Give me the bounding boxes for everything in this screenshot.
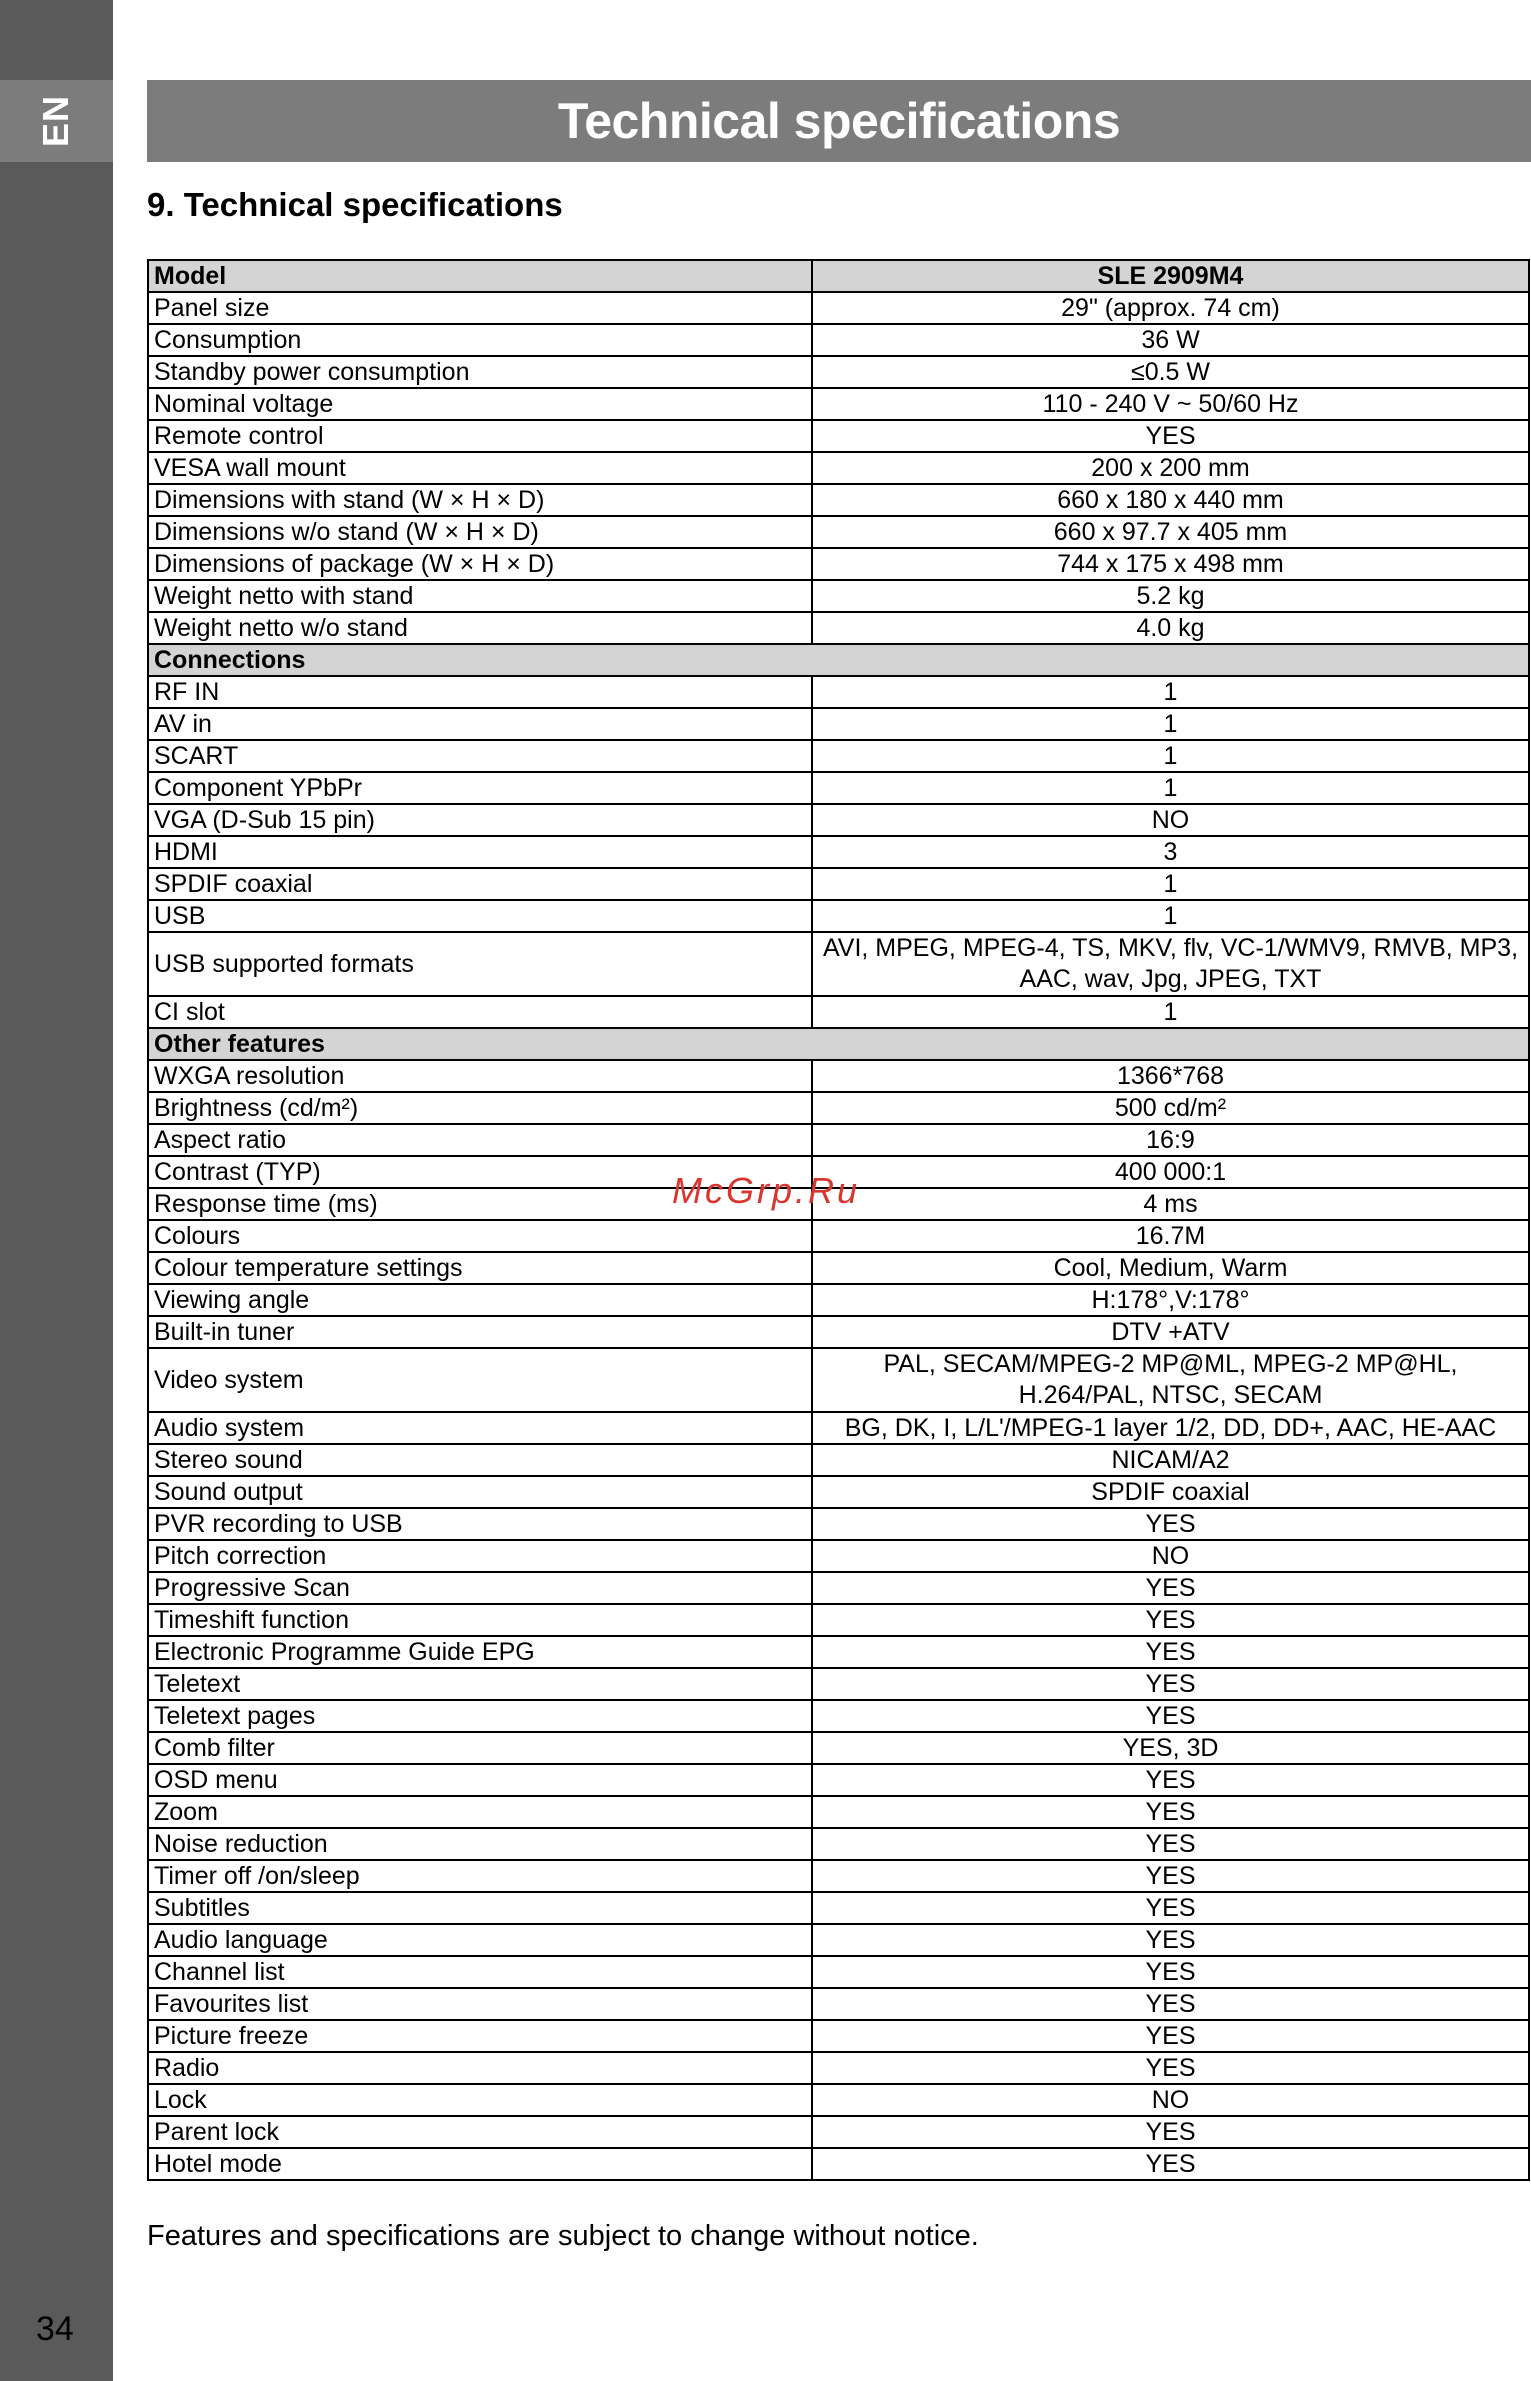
spec-label: Weight netto w/o stand (148, 612, 812, 644)
table-row (148, 868, 1529, 900)
table-row (148, 612, 1529, 644)
spec-label: Stereo sound (148, 1444, 812, 1476)
spec-value: YES (812, 1636, 1529, 1668)
table-row (148, 324, 1529, 356)
spec-value: YES (812, 1508, 1529, 1540)
spec-value: 16:9 (812, 1124, 1529, 1156)
spec-label: Nominal voltage (148, 388, 812, 420)
spec-label: AV in (148, 708, 812, 740)
spec-value: SPDIF coaxial (812, 1476, 1529, 1508)
spec-label: Component YPbPr (148, 772, 812, 804)
table-row (148, 452, 1529, 484)
table-row (148, 900, 1529, 932)
spec-value: YES (812, 1764, 1529, 1796)
table-row (148, 932, 1529, 996)
spec-value: YES (812, 1668, 1529, 1700)
spec-value: 660 x 180 x 440 mm (812, 484, 1529, 516)
table-row (148, 580, 1529, 612)
spec-label: Audio system (148, 1412, 812, 1444)
spec-label: Video system (148, 1348, 812, 1412)
spec-value: 660 x 97.7 x 405 mm (812, 516, 1529, 548)
table-row (148, 836, 1529, 868)
table-row (148, 1348, 1529, 1412)
spec-label: WXGA resolution (148, 1060, 812, 1092)
table-row (148, 516, 1529, 548)
header-bar (147, 80, 1531, 162)
spec-value: 1 (812, 900, 1529, 932)
table-row (148, 1956, 1529, 1988)
spec-value: NO (812, 2084, 1529, 2116)
spec-label: Response time (ms) (148, 1188, 812, 1220)
spec-value: AVI, MPEG, MPEG-4, TS, MKV, flv, VC-1/WMV9, RMVB, MP3, AAC, wav, Jpg, JPEG, TXT (812, 932, 1529, 996)
table-row (148, 1604, 1529, 1636)
spec-label: CI slot (148, 996, 812, 1028)
table-row (148, 1732, 1529, 1764)
table-header-row (148, 260, 1529, 292)
spec-value: NICAM/A2 (812, 1444, 1529, 1476)
page-number: 34 (36, 2310, 74, 2348)
spec-value: NO (812, 804, 1529, 836)
spec-label: Dimensions with stand (W × H × D) (148, 484, 812, 516)
spec-value: Cool, Medium, Warm (812, 1252, 1529, 1284)
spec-value: 4 ms (812, 1188, 1529, 1220)
section-row-other-features (148, 1028, 1529, 1060)
spec-value: YES (812, 1924, 1529, 1956)
table-row (148, 1860, 1529, 1892)
spec-label: Pitch correction (148, 1540, 812, 1572)
spec-label: Subtitles (148, 1892, 812, 1924)
spec-value: 1 (812, 772, 1529, 804)
spec-label: VGA (D-Sub 15 pin) (148, 804, 812, 836)
spec-label: Built-in tuner (148, 1316, 812, 1348)
spec-label: Progressive Scan (148, 1572, 812, 1604)
table-row (148, 2148, 1529, 2180)
spec-label: RF IN (148, 676, 812, 708)
table-row (148, 388, 1529, 420)
spec-value: 1 (812, 676, 1529, 708)
table-row (148, 356, 1529, 388)
spec-value: 4.0 kg (812, 612, 1529, 644)
language-tab (0, 80, 113, 162)
spec-label: Teletext pages (148, 1700, 812, 1732)
spec-value: H:178°,V:178° (812, 1284, 1529, 1316)
table-row (148, 1060, 1529, 1092)
spec-value: 400 000:1 (812, 1156, 1529, 1188)
spec-label: Aspect ratio (148, 1124, 812, 1156)
table-row (148, 1636, 1529, 1668)
table-row (148, 1892, 1529, 1924)
spec-value: YES (812, 420, 1529, 452)
spec-label: Model (148, 260, 812, 292)
spec-value: 29" (approx. 74 cm) (812, 292, 1529, 324)
spec-value: YES (812, 2116, 1529, 2148)
spec-label: Electronic Programme Guide EPG (148, 1636, 812, 1668)
spec-label: USB (148, 900, 812, 932)
spec-label: PVR recording to USB (148, 1508, 812, 1540)
spec-value: YES (812, 1988, 1529, 2020)
table-row (148, 2020, 1529, 2052)
table-row (148, 1412, 1529, 1444)
table-row (148, 1252, 1529, 1284)
table-row (148, 1700, 1529, 1732)
spec-label: Zoom (148, 1796, 812, 1828)
table-row (148, 1828, 1529, 1860)
spec-value: YES (812, 1860, 1529, 1892)
spec-label: HDMI (148, 836, 812, 868)
spec-value: 1 (812, 708, 1529, 740)
spec-value: YES (812, 2020, 1529, 2052)
spec-label: Contrast (TYP) (148, 1156, 812, 1188)
spec-value: ≤0.5 W (812, 356, 1529, 388)
spec-label: Dimensions of package (W × H × D) (148, 548, 812, 580)
spec-label: USB supported formats (148, 932, 812, 996)
spec-value: 16.7M (812, 1220, 1529, 1252)
table-row (148, 1796, 1529, 1828)
spec-label: Comb filter (148, 1732, 812, 1764)
spec-label: Colour temperature settings (148, 1252, 812, 1284)
table-row (148, 1316, 1529, 1348)
footer-note: Features and specifications are subject to change without notice. (147, 2220, 979, 2252)
section-title: 9. Technical specifications (147, 186, 563, 223)
spec-value: NO (812, 1540, 1529, 1572)
table-row (148, 1284, 1529, 1316)
table-row (148, 1988, 1529, 2020)
language-label: EN (35, 94, 77, 148)
spec-label: Weight netto with stand (148, 580, 812, 612)
spec-value: SLE 2909M4 (812, 260, 1529, 292)
table-row (148, 1508, 1529, 1540)
spec-label: Parent lock (148, 2116, 812, 2148)
spec-value: YES (812, 1796, 1529, 1828)
table-row (148, 420, 1529, 452)
spec-value: 1 (812, 740, 1529, 772)
spec-label: Radio (148, 2052, 812, 2084)
spec-label: Picture freeze (148, 2020, 812, 2052)
spec-value: BG, DK, I, L/L'/MPEG-1 layer 1/2, DD, DD+, AAC, HE-AAC (812, 1412, 1529, 1444)
section-row-connections (148, 644, 1529, 676)
spec-value: 110 - 240 V ~ 50/60 Hz (812, 388, 1529, 420)
spec-value: 200 x 200 mm (812, 452, 1529, 484)
table-row (148, 2052, 1529, 2084)
spec-value: YES (812, 1700, 1529, 1732)
table-row (148, 1124, 1529, 1156)
spec-label: SCART (148, 740, 812, 772)
spec-value: YES (812, 1604, 1529, 1636)
spec-value: YES (812, 1828, 1529, 1860)
sidebar (0, 0, 113, 2381)
spec-value: YES, 3D (812, 1732, 1529, 1764)
spec-value: 500 cd/m² (812, 1092, 1529, 1124)
spec-value: 1 (812, 868, 1529, 900)
table-row (148, 1220, 1529, 1252)
spec-label: Remote control (148, 420, 812, 452)
spec-label: SPDIF coaxial (148, 868, 812, 900)
spec-label: Connections (148, 644, 1529, 676)
spec-value: 36 W (812, 324, 1529, 356)
spec-label: Other features (148, 1028, 1529, 1060)
spec-label: Lock (148, 2084, 812, 2116)
spec-value: PAL, SECAM/MPEG-2 MP@ML, MPEG-2 MP@HL, H.264/PAL, NTSC, SECAM (812, 1348, 1529, 1412)
spec-label: Channel list (148, 1956, 812, 1988)
table-row (148, 740, 1529, 772)
spec-label: Favourites list (148, 1988, 812, 2020)
spec-label: Teletext (148, 1668, 812, 1700)
spec-label: Sound output (148, 1476, 812, 1508)
table-row (148, 1572, 1529, 1604)
spec-label: Noise reduction (148, 1828, 812, 1860)
table-row (148, 676, 1529, 708)
table-row (148, 708, 1529, 740)
spec-label: OSD menu (148, 1764, 812, 1796)
spec-label: Dimensions w/o stand (W × H × D) (148, 516, 812, 548)
spec-value: 1366*768 (812, 1060, 1529, 1092)
table-row (148, 996, 1529, 1028)
spec-label: Hotel mode (148, 2148, 812, 2180)
spec-label: Consumption (148, 324, 812, 356)
spec-label: Colours (148, 1220, 812, 1252)
table-row (148, 548, 1529, 580)
table-row (148, 484, 1529, 516)
spec-value: 1 (812, 996, 1529, 1028)
specs-table-body (148, 260, 1529, 2180)
watermark: McGrp.Ru (672, 1170, 861, 1211)
table-row (148, 292, 1529, 324)
spec-value: YES (812, 1892, 1529, 1924)
spec-label: Audio language (148, 1924, 812, 1956)
spec-value: YES (812, 1956, 1529, 1988)
table-row (148, 1668, 1529, 1700)
spec-label: Brightness (cd/m²) (148, 1092, 812, 1124)
table-row (148, 1540, 1529, 1572)
table-row (148, 2084, 1529, 2116)
spec-value: 3 (812, 836, 1529, 868)
spec-label: Viewing angle (148, 1284, 812, 1316)
table-row (148, 1924, 1529, 1956)
spec-value: YES (812, 2052, 1529, 2084)
spec-label: Timeshift function (148, 1604, 812, 1636)
table-row (148, 772, 1529, 804)
table-row (148, 2116, 1529, 2148)
spec-value: 5.2 kg (812, 580, 1529, 612)
specs-table (147, 259, 1530, 2181)
spec-value: YES (812, 1572, 1529, 1604)
spec-label: VESA wall mount (148, 452, 812, 484)
table-row (148, 1444, 1529, 1476)
spec-label: Timer off /on/sleep (148, 1860, 812, 1892)
spec-value: YES (812, 2148, 1529, 2180)
spec-value: 744 x 175 x 498 mm (812, 548, 1529, 580)
spec-label: Panel size (148, 292, 812, 324)
page-title: Technical specifications (557, 93, 1121, 149)
spec-label: Standby power consumption (148, 356, 812, 388)
table-row (148, 1764, 1529, 1796)
spec-value: DTV +ATV (812, 1316, 1529, 1348)
table-row (148, 1092, 1529, 1124)
table-row (148, 804, 1529, 836)
table-row (148, 1476, 1529, 1508)
